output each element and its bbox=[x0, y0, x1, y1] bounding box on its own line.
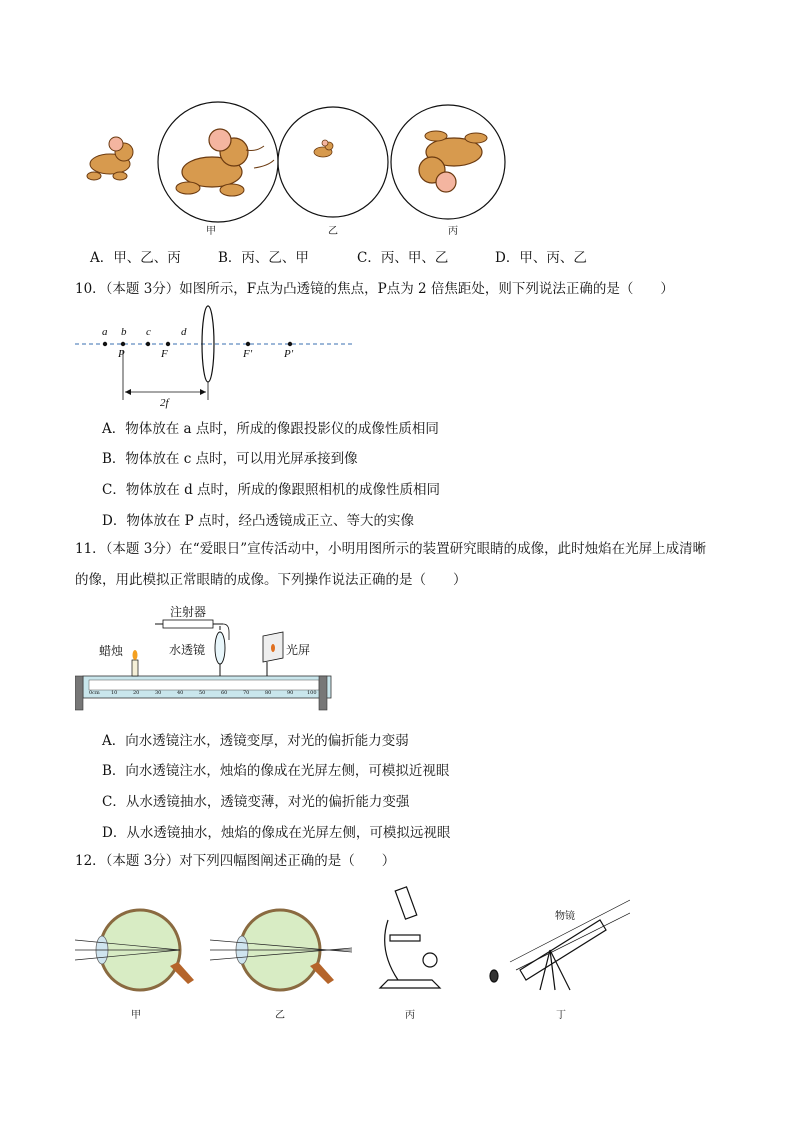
point-b bbox=[121, 342, 125, 346]
candle-icon bbox=[132, 660, 138, 676]
syringe-icon bbox=[163, 620, 213, 628]
label-objective: 物镜 bbox=[555, 911, 575, 922]
tick-30: 30 bbox=[155, 690, 162, 696]
label-f-prime: F′ bbox=[243, 348, 253, 360]
q9-figure bbox=[75, 100, 515, 240]
water-lens-icon bbox=[215, 632, 225, 664]
label-two-f: 2f bbox=[160, 397, 169, 409]
point-c bbox=[146, 342, 150, 346]
q10-stem: 10．（本题 3分）如图所示，F点为凸透镜的焦点，P点为 2 倍焦距处，则下列说法正确的是（ ） bbox=[75, 281, 674, 297]
label-f: F bbox=[161, 348, 168, 360]
point-a bbox=[103, 342, 107, 346]
label-a: a bbox=[102, 326, 108, 338]
mouse-large-image bbox=[176, 129, 274, 196]
tick-60: 60 bbox=[221, 690, 228, 696]
q10-option-d: D．物体放在 P 点时，经凸透镜成正立、等大的实像 bbox=[102, 513, 414, 529]
eye-yi-image bbox=[210, 910, 352, 990]
q9-option-c: C．丙、甲、乙 bbox=[357, 250, 449, 266]
tick-20: 20 bbox=[133, 690, 140, 696]
q9-caption-jia: 甲 bbox=[206, 226, 216, 237]
point-p-prime bbox=[288, 342, 292, 346]
tick-40: 40 bbox=[177, 690, 184, 696]
q9-option-a: A．甲、乙、丙 bbox=[90, 250, 181, 266]
label-water-lens: 水透镜 bbox=[169, 643, 206, 657]
q12-caption-ding: 丁 bbox=[556, 1010, 566, 1021]
q9-caption-bing: 丙 bbox=[448, 226, 458, 237]
tick-90: 90 bbox=[287, 690, 294, 696]
q10-option-c: C．物体放在 d 点时，所成的像跟照相机的成像性质相同 bbox=[102, 482, 441, 498]
label-p-prime: P′ bbox=[284, 348, 294, 360]
label-p: P bbox=[118, 348, 125, 360]
microscope-image bbox=[380, 887, 440, 988]
tick-50: 50 bbox=[199, 690, 206, 696]
q12-caption-jia: 甲 bbox=[131, 1010, 141, 1021]
q9-option-d: D．甲、丙、乙 bbox=[495, 250, 587, 266]
label-d: d bbox=[181, 326, 187, 338]
tick-70: 70 bbox=[243, 690, 250, 696]
point-f-prime bbox=[246, 342, 250, 346]
label-syringe: 注射器 bbox=[170, 605, 207, 619]
q9-option-b: B．丙、乙、甲 bbox=[218, 250, 309, 266]
tick-100: 100 bbox=[307, 690, 317, 696]
q10-option-b: B．物体放在 c 点时，可以用光屏承接到像 bbox=[102, 451, 358, 467]
label-b: b bbox=[121, 326, 127, 338]
q11-option-d: D．从水透镜抽水，烛焰的像成在光屏左侧，可模拟远视眼 bbox=[102, 825, 451, 841]
mouse-inverted-image bbox=[419, 131, 487, 192]
q11-option-c: C．从水透镜抽水，透镜变薄，对光的偏折能力变强 bbox=[102, 794, 410, 810]
q12-caption-bing: 丙 bbox=[405, 1010, 415, 1021]
mouse-object-image bbox=[87, 137, 133, 180]
point-d bbox=[166, 342, 170, 346]
label-c: c bbox=[146, 326, 151, 338]
tick-80: 80 bbox=[265, 690, 272, 696]
tick-10: 10 bbox=[111, 690, 118, 696]
label-screen: 光屏 bbox=[286, 643, 311, 657]
q12-stem: 12．（本题 3分）对下列四幅图阐述正确的是（ ） bbox=[75, 853, 396, 869]
q10-option-a: A．物体放在 a 点时，所成的像跟投影仪的成像性质相同 bbox=[102, 421, 439, 437]
label-candle: 蜡烛 bbox=[99, 644, 124, 658]
ruler-ticks bbox=[89, 690, 319, 700]
q11-option-a: A．向水透镜注水，透镜变厚，对光的偏折能力变弱 bbox=[102, 733, 409, 749]
q11-option-b: B．向水透镜注水，烛焰的像成在光屏左侧，可模拟近视眼 bbox=[102, 763, 450, 779]
q12-caption-yi: 乙 bbox=[275, 1010, 285, 1021]
mouse-small-image bbox=[314, 140, 333, 157]
tick-0: 0cm bbox=[89, 690, 100, 696]
eye-jia-image bbox=[75, 910, 194, 990]
q11-stem-line1: 11．（本题 3分）在“爱眼日”宣传活动中，小明用图所示的装置研究眼睛的成像，此时烛焰在光屏上成清晰 bbox=[75, 541, 707, 557]
q11-stem-line2: 的像，用此模拟正常眼睛的成像。下列操作说法正确的是（ ） bbox=[75, 572, 467, 588]
q9-illustration bbox=[75, 100, 515, 240]
q12-figures bbox=[70, 880, 630, 1000]
q9-caption-yi: 乙 bbox=[328, 226, 338, 237]
